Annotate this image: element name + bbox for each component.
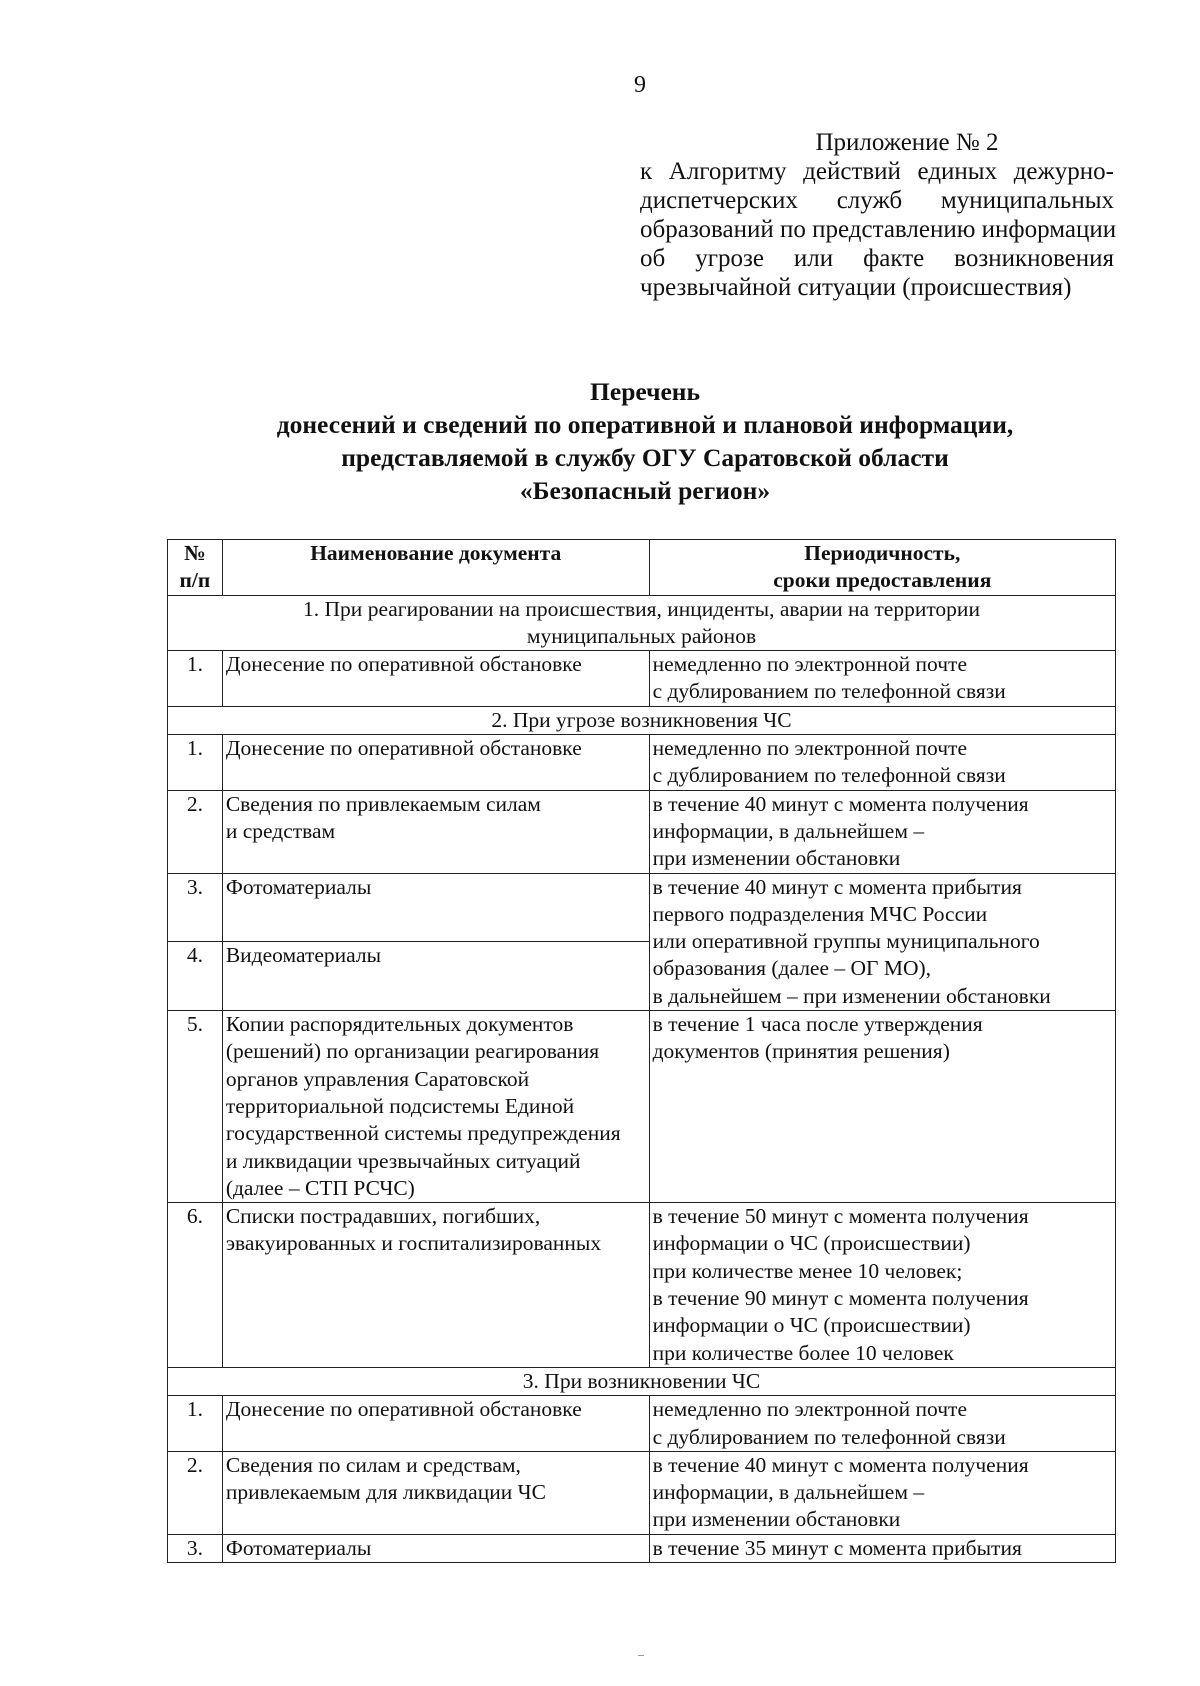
page-mark xyxy=(638,1655,644,1656)
row-name-line: Донесение по оперативной обстановке xyxy=(225,736,582,761)
row-period-line: немедленно по электронной почте xyxy=(652,1397,967,1422)
row-name-line: Копии распорядительных документов xyxy=(225,1012,574,1037)
row-period-line: информации о ЧС (происшествии) xyxy=(652,1313,971,1338)
row-name xyxy=(222,873,649,942)
appendix-line: образований по представлению информации xyxy=(640,216,1117,243)
row-period-line: в дальнейшем – при изменении обстановки xyxy=(652,983,1051,1008)
row-period-line: информации, в дальнейшем – xyxy=(652,1480,925,1505)
row-num: 6. xyxy=(168,1203,223,1368)
row-period-line: в течение 40 минут с момента получения xyxy=(652,1452,1029,1477)
row-period-line: в течение 35 минут с момента прибытия xyxy=(652,1535,1022,1560)
section-row xyxy=(168,1367,1116,1395)
row-name-line: Фотоматериалы xyxy=(225,1535,372,1560)
section-title-line: 1. При реагировании на происшествия, инциденты, аварии на территории xyxy=(303,596,980,621)
row-name-line: Донесение по оперативной обстановке xyxy=(225,652,582,677)
row-name-line: и средствам xyxy=(225,818,336,843)
header-name xyxy=(222,540,649,596)
appendix-line: к Алгоритму действий единых дежурно- xyxy=(640,158,1114,185)
row-period-line: в течение 40 минут с момента прибытия xyxy=(652,874,1022,899)
section-title-line: 3. При возникновении ЧС xyxy=(522,1368,761,1393)
row-period xyxy=(649,1534,1115,1562)
table-row xyxy=(168,873,1116,942)
row-period-line: при количестве менее 10 человек; xyxy=(652,1258,963,1283)
document-title xyxy=(0,375,1200,507)
row-num: 1. xyxy=(168,651,223,707)
table-row xyxy=(168,1011,1116,1203)
row-period-line: немедленно по электронной почте xyxy=(652,736,967,761)
row-name-line: и ликвидации чрезвычайных ситуаций xyxy=(225,1148,581,1173)
header-period xyxy=(649,540,1115,596)
row-period xyxy=(649,790,1115,873)
row-name xyxy=(222,651,649,707)
row-name-line: Видеоматериалы xyxy=(225,943,382,968)
row-num: 3. xyxy=(168,873,223,942)
row-name-line: эвакуированных и госпитализированных xyxy=(225,1231,602,1256)
section-row xyxy=(168,706,1116,734)
row-num: 1. xyxy=(168,1396,223,1452)
row-name-line: государственной системы предупреждения xyxy=(225,1121,621,1146)
row-name-line: Фотоматериалы xyxy=(225,874,372,899)
table-row xyxy=(168,1203,1116,1368)
row-name xyxy=(222,1011,649,1203)
title-line: Перечень xyxy=(590,377,700,406)
row-name-line: привлекаемым для ликвидации ЧС xyxy=(225,1480,546,1505)
row-period-line: в течение 50 минут с момента получения xyxy=(652,1204,1029,1229)
row-num: 2. xyxy=(168,790,223,873)
appendix-line: диспетчерских служб муниципальных xyxy=(640,187,1114,214)
row-name-line: Списки пострадавших, погибших, xyxy=(225,1204,541,1229)
row-num: 1. xyxy=(168,735,223,791)
header-period-line: сроки предоставления xyxy=(773,568,992,593)
table-row xyxy=(168,1396,1116,1452)
row-period-line: информации, в дальнейшем – xyxy=(652,818,925,843)
section-title xyxy=(168,706,1116,734)
section-title xyxy=(168,595,1116,651)
section-title-line: 2. При угрозе возникновения ЧС xyxy=(491,707,792,732)
section-row xyxy=(168,595,1116,651)
row-num: 5. xyxy=(168,1011,223,1203)
table-row xyxy=(168,1451,1116,1534)
row-period-line: при изменении обстановки xyxy=(652,1507,901,1532)
row-period xyxy=(649,735,1115,791)
title-line: «Безопасный регион» xyxy=(519,476,771,505)
row-period xyxy=(649,1011,1115,1203)
row-period-line: с дублированием по телефонной связи xyxy=(652,679,1006,704)
row-period-line: информации о ЧС (происшествии) xyxy=(652,1231,971,1256)
row-name-line: Сведения по силам и средствам, xyxy=(225,1452,521,1477)
row-period-line: в течение 90 минут с момента получения xyxy=(652,1286,1029,1311)
row-name-line: (далее – СТП РСЧС) xyxy=(225,1175,415,1200)
row-period-line: в течение 40 минут с момента получения xyxy=(652,791,1029,816)
title-line: представляемой в службу ОГУ Саратовской области xyxy=(341,443,949,472)
row-period xyxy=(649,1451,1115,1534)
row-period-line: при количестве более 10 человек xyxy=(652,1340,954,1365)
row-name-line: Сведения по привлекаемым силам xyxy=(225,791,541,816)
reports-table xyxy=(167,539,1116,1563)
row-num: 4. xyxy=(168,942,223,1011)
row-name xyxy=(222,1451,649,1534)
row-period-line: с дублированием по телефонной связи xyxy=(652,763,1006,788)
table-row xyxy=(168,735,1116,791)
row-period xyxy=(649,651,1115,707)
row-name xyxy=(222,1203,649,1368)
title-line: донесений и сведений по оперативной и плановой информации, xyxy=(276,410,1014,439)
row-period-line: с дублированием по телефонной связи xyxy=(652,1424,1006,1449)
row-name xyxy=(222,735,649,791)
header-num-line: № xyxy=(184,541,206,565)
appendix-block xyxy=(640,128,1117,302)
row-period xyxy=(649,1203,1115,1368)
row-name-line: Донесение по оперативной обстановке xyxy=(225,1397,582,1422)
header-name-line: Наименование документа xyxy=(310,541,562,565)
row-period-line: первого подразделения МЧС России xyxy=(652,901,988,926)
section-title xyxy=(168,1367,1116,1395)
header-period-line: Периодичность, xyxy=(804,541,961,565)
page-number: 9 xyxy=(634,72,646,98)
appendix-title: Приложение № 2 xyxy=(815,129,999,156)
row-num: 2. xyxy=(168,1451,223,1534)
row-name xyxy=(222,790,649,873)
row-name xyxy=(222,1396,649,1452)
row-period xyxy=(649,1396,1115,1452)
row-name-line: территориальной подсистемы Единой xyxy=(225,1093,575,1118)
row-period-line: при изменении обстановки xyxy=(652,846,901,871)
row-name xyxy=(222,1534,649,1562)
appendix-line: чрезвычайной ситуации (происшествия) xyxy=(640,274,1072,301)
row-period-line: образования (далее – ОГ МО), xyxy=(652,956,932,981)
row-period-line: в течение 1 часа после утверждения xyxy=(652,1012,983,1037)
row-name-line: органов управления Саратовской xyxy=(225,1066,530,1091)
row-period-line: немедленно по электронной почте xyxy=(652,652,967,677)
row-num: 3. xyxy=(168,1534,223,1562)
appendix-line: об угрозе или факте возникновения xyxy=(640,245,1114,272)
table-header-row xyxy=(168,540,1116,596)
header-num-line: п/п xyxy=(179,568,211,593)
header-num xyxy=(168,540,223,596)
row-period xyxy=(649,873,1115,1010)
table-row xyxy=(168,790,1116,873)
row-name-line: (решений) по организации реагирования xyxy=(225,1039,600,1064)
row-name xyxy=(222,942,649,1011)
section-title-line: муниципальных районов xyxy=(526,623,757,648)
row-period-line: или оперативной группы муниципального xyxy=(652,929,1040,954)
row-period-line: документов (принятия решения) xyxy=(652,1039,950,1064)
table-row xyxy=(168,1534,1116,1562)
table-row xyxy=(168,651,1116,707)
